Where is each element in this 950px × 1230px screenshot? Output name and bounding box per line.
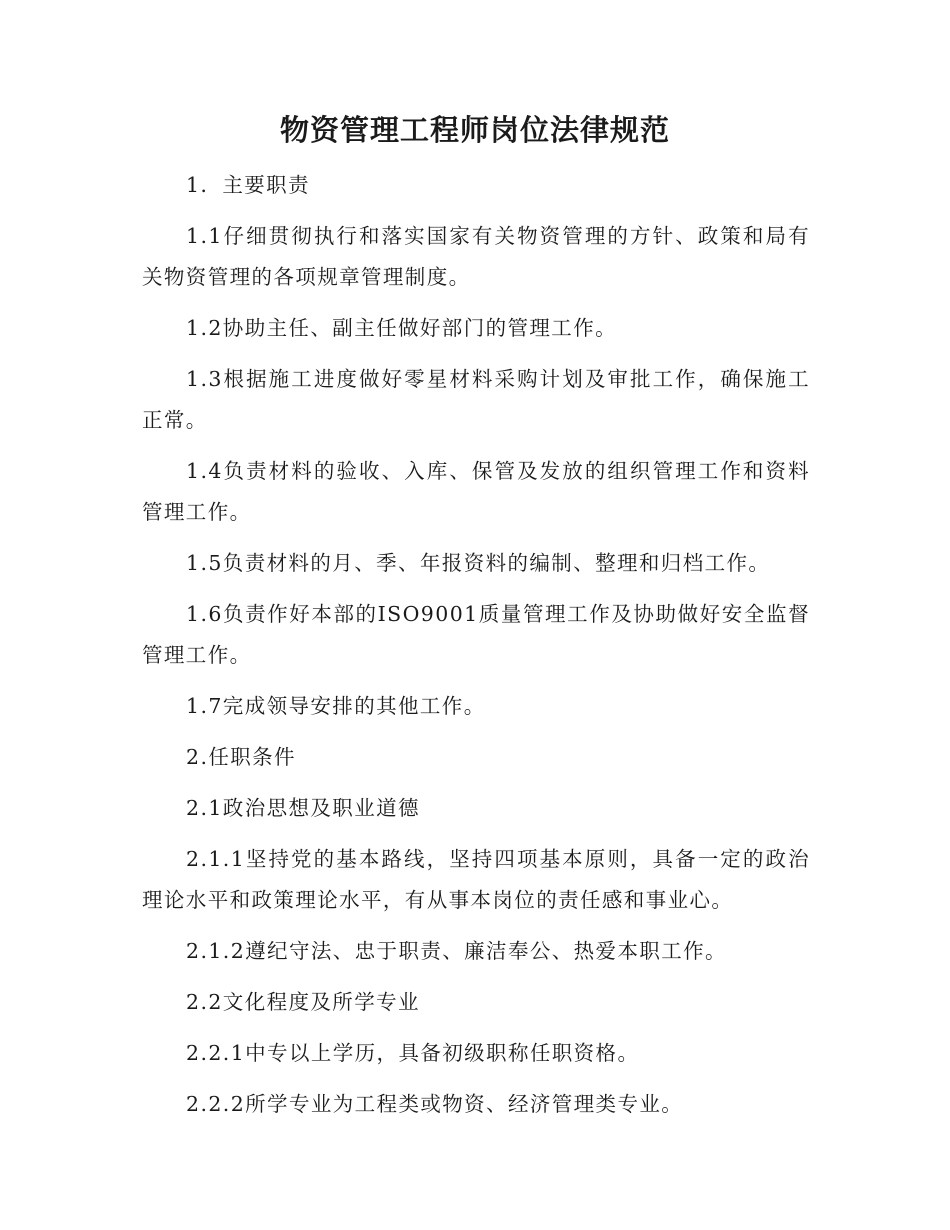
qualification-item-2-1-2: 2.1.2遵纪守法、忠于职责、廉洁奉公、热爱本职工作。 (186, 939, 727, 963)
document-title: 物资管理工程师岗位法律规范 (279, 113, 670, 147)
duty-item-1-2: 1.2协助主任、副主任做好部门的管理工作。 (186, 316, 618, 340)
qualification-item-2-1-1: 2.1.1坚持党的基本路线，坚持四项基本原则，具备一定的政治理论水平和政策理论水平，有从事本岗位的责任感和事业心。 (142, 847, 810, 912)
duty-item-1-1: 1.1仔细贯彻执行和落实国家有关物资管理的方针、政策和局有关物资管理的各项规章管理制度。 (142, 224, 810, 289)
duty-item-1-5: 1.5负责材料的月、季、年报资料的编制、整理和归档工作。 (186, 551, 771, 575)
duty-item-1-3: 1.3根据施工进度做好零星材料采购计划及审批工作，确保施工正常。 (142, 367, 810, 432)
duty-item-1-7: 1.7完成领导安排的其他工作。 (186, 694, 486, 718)
qualification-item-2-2-2: 2.2.2所学专业为工程类或物资、经济管理类专业。 (186, 1092, 684, 1116)
duty-item-1-4: 1.4负责材料的验收、入库、保管及发放的组织管理工作和资料管理工作。 (142, 459, 810, 524)
subsection-heading-political-ethics: 2.1政治思想及职业道德 (186, 796, 420, 820)
section-heading-main-duties: 1．主要职责 (186, 173, 310, 197)
document-body (142, 165, 810, 1135)
section-heading-qualifications: 2.任职条件 (186, 745, 296, 769)
qualification-item-2-2-1: 2.2.1中专以上学历，具备初级职称任职资格。 (186, 1041, 640, 1065)
subsection-heading-education: 2.2文化程度及所学专业 (186, 990, 420, 1014)
duty-item-1-6: 1.6负责作好本部的ISO9001质量管理工作及协助做好安全监督管理工作。 (142, 602, 810, 667)
